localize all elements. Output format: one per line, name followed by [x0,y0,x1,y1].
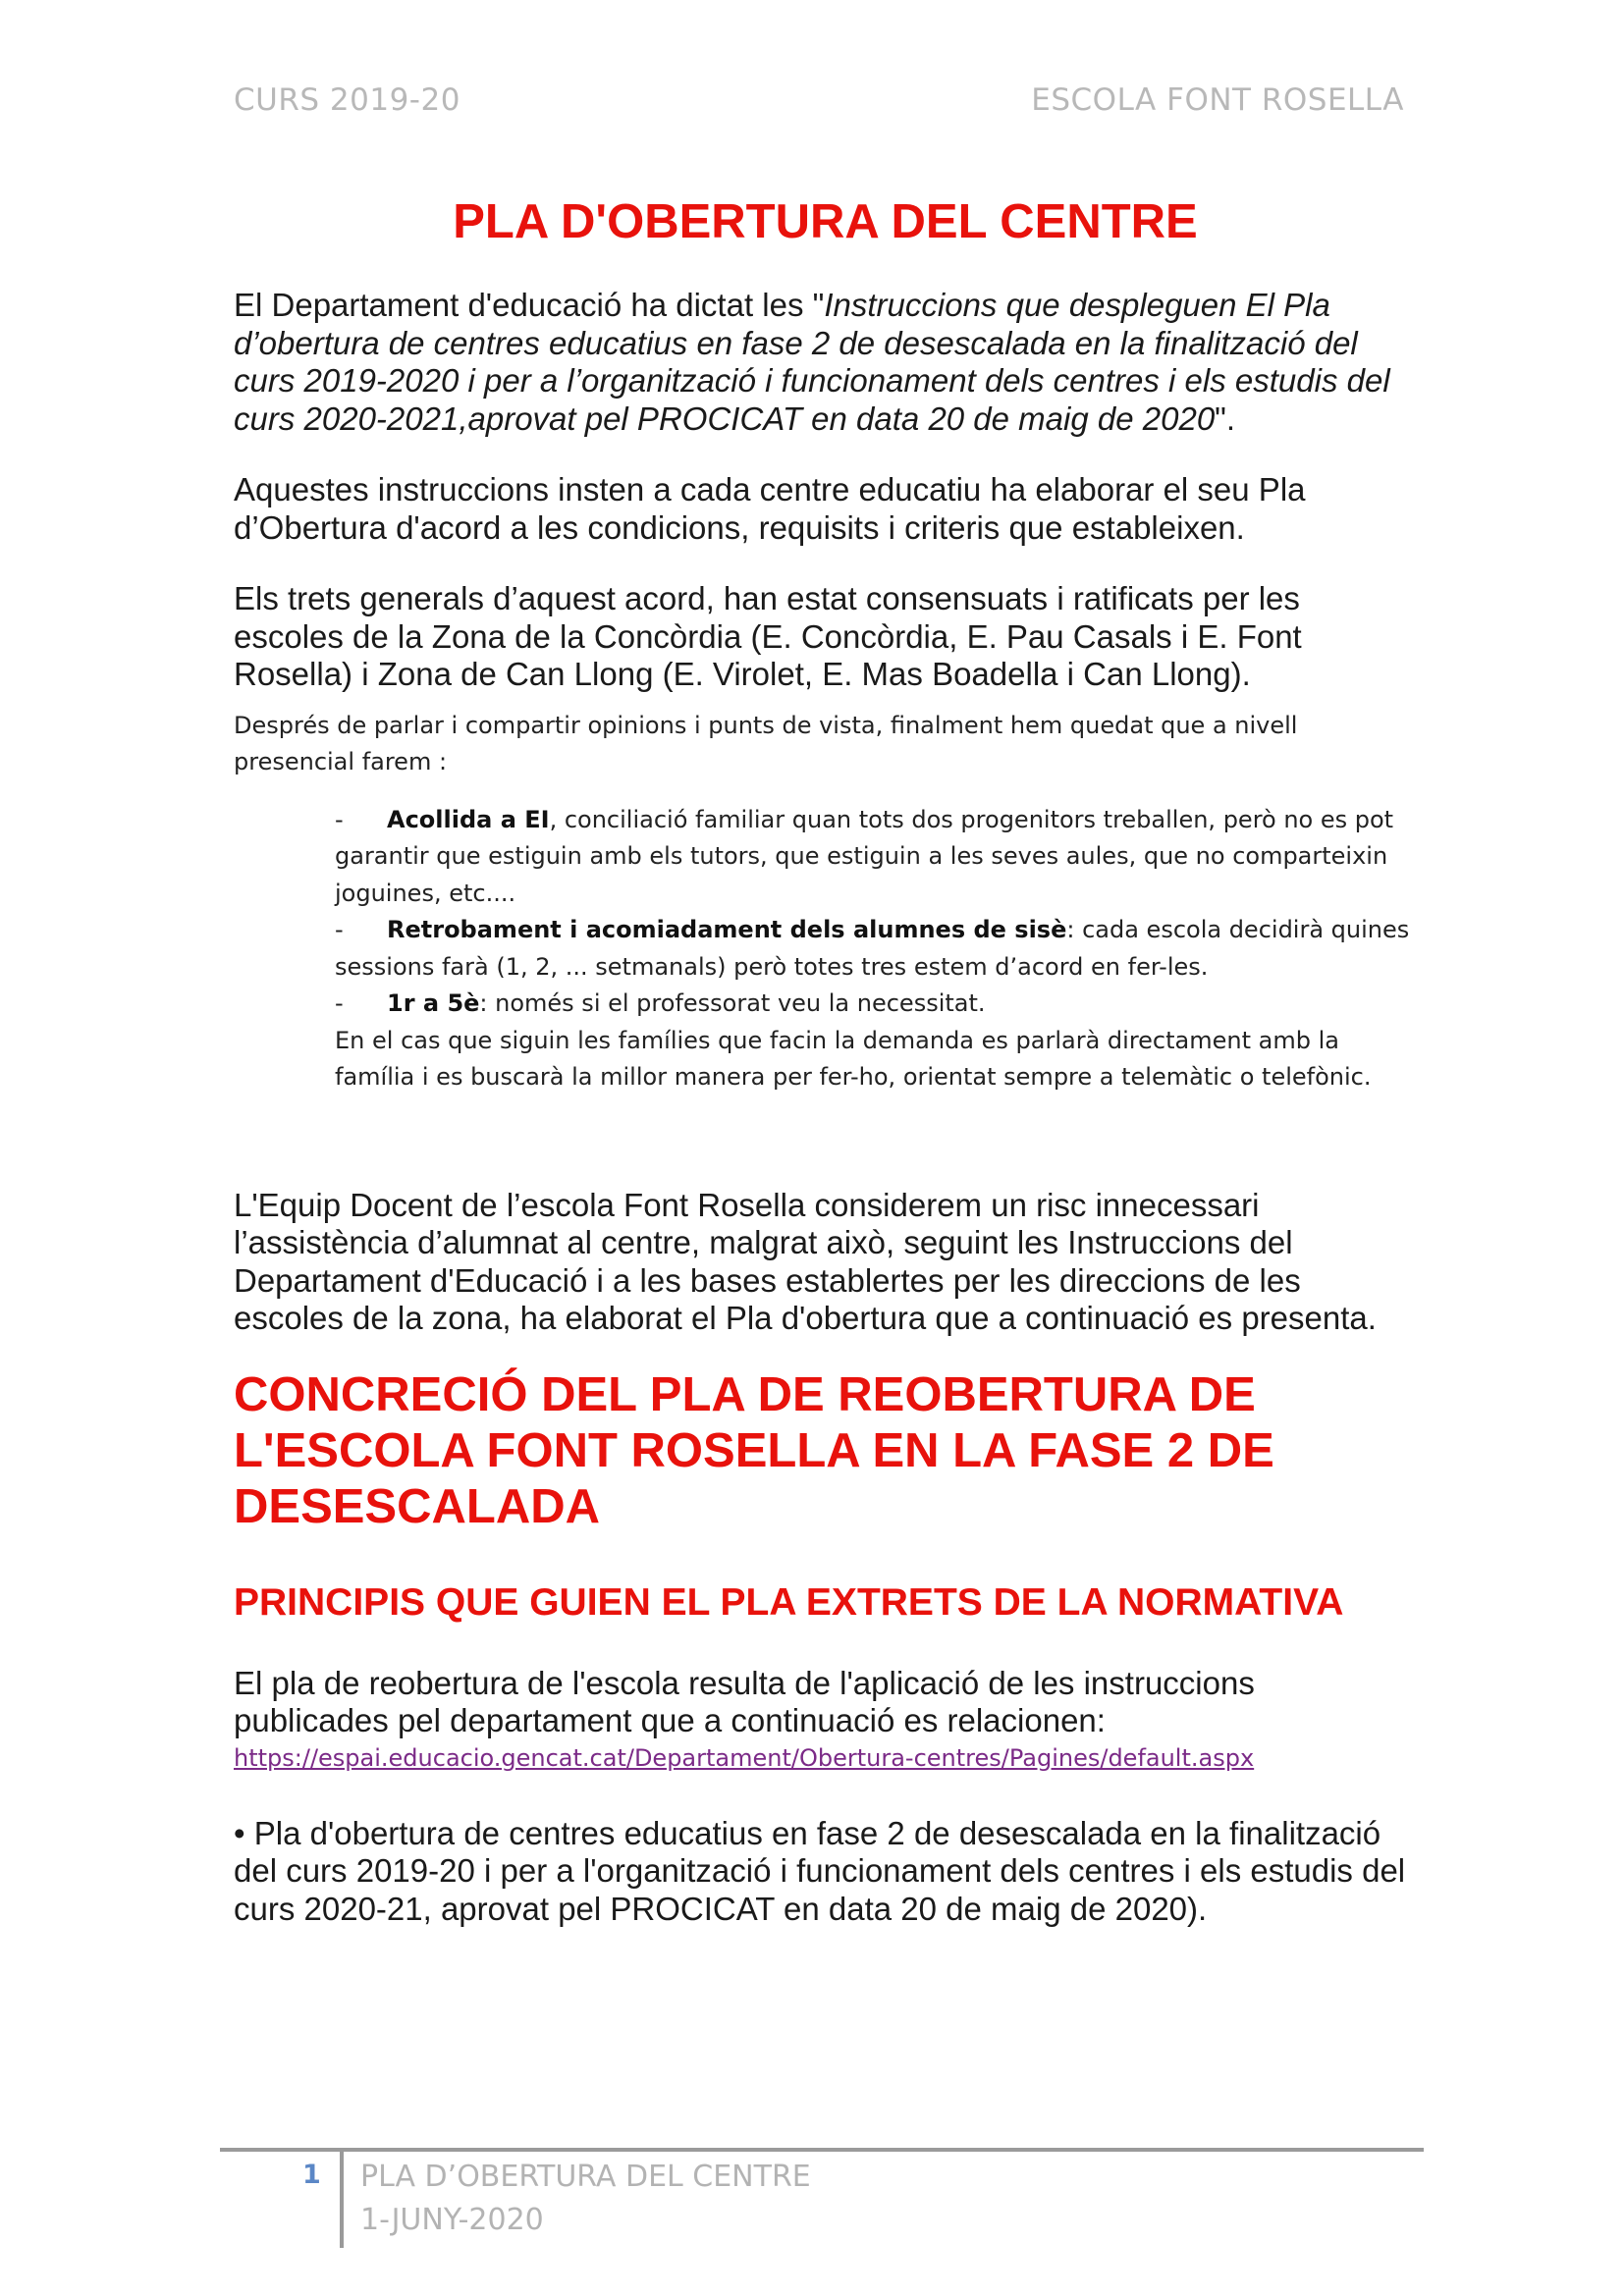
list-item [335,802,1417,913]
intro-lead: El Departament d'educació ha dictat les " [234,287,825,324]
list-dash: - [335,805,344,833]
section-heading: CONCRECIÓ DEL PLA DE REOBERTURA DE L'ESCOLA FONT ROSELLA EN LA FASE 2 DE DESESCALADA [234,1367,1274,1533]
list-item-text: , conciliació familiar quan tots dos progenitors treballen, però no es pot garantir que estiguin amb els tutors, que estiguin a les seves aules, que no comparteixin joguines, etc.... [335,805,1394,907]
bullet-item: • Pla d'obertura de centres educatius en fase 2 de desescalada en la finalització del curs 2019-20 i per a l'organització i funcionament dels centres i els estudis del curs 2020-21, aprovat pel PROCICAT en data 20 de maig de 2020). [234,1814,1406,1927]
list-item [335,986,1417,1023]
list-item-title: Acollida a EI [387,805,550,833]
list-dash: - [335,916,344,944]
list-item-text: : només si el professorat veu la necessitat. [479,989,986,1018]
paragraph-agreement: Els trets generals d’aquest acord, han estat consensuats i ratificats per les escoles de la Zona de la Concòrdia (E. Concòrdia, E. Pau Casals i E. Font Rosella) i Zona de Can Llong (E. Virolet, E. Mas Boadella i Can Llong). [234,580,1302,693]
footer-date: 1-JUNY-2020 [360,2203,544,2237]
list-dash: - [335,989,344,1018]
page-title: PLA D'OBERTURA DEL CENTRE [453,195,1198,248]
list-note: En el cas que siguin les famílies que facin la demanda es parlarà directament amb la família i es buscarà la millor manera per fer-ho, orientat sempre a telemàtic o telefònic. [335,1026,1372,1092]
document-body [234,194,1417,1928]
intro-paragraph [234,287,1417,438]
list-item-text: : cada escola decidirà quines sessions farà (1, 2, ... setmanals) però totes tres estem d’acord en fer-les. [335,916,1410,981]
footer-divider [220,2148,1424,2152]
footer-title: PLA D’OBERTURA DEL CENTRE [360,2160,811,2194]
header-school: ESCOLA FONT ROSELLA [1031,82,1404,118]
paragraph-equip-docent: L'Equip Docent de l’escola Font Rosella considerem un risc innecessari l’assistència d’alumnat al centre, malgrat això, seguint les Instruccions del Departament d'Educació i a les bases establertes per les direccions de les escoles de la zona, ha elaborat el Pla d'obertura que a continuació es presenta. [234,1186,1377,1337]
paragraph-instructions: Aquestes instruccions insten a cada centre educatiu ha elaborar el seu Pla d’Obertura d'acord a les condicions, requisits i criteris que estableixen. [234,471,1306,546]
list-item-title: Retrobament i acomiadament dels alumnes de sisè [387,916,1067,944]
list-item-title: 1r a 5è [387,989,480,1018]
list-item [335,912,1417,986]
instructions-link[interactable]: https://espai.educacio.gencat.cat/Departament/Obertura-centres/Pagines/default.aspx [234,1743,1255,1772]
paragraph-presencial: Després de parlar i compartir opinions i punts de vista, finalment hem quedat que a nivell presencial farem : [234,711,1298,775]
footer-vertical-divider [340,2152,344,2248]
page-number: 1 [302,2160,321,2190]
header-course: CURS 2019-20 [234,82,460,118]
measures-list [335,802,1417,1096]
footer-text [360,2156,811,2242]
intro-tail: ". [1215,400,1236,437]
paragraph-pla-reobertura: El pla de reobertura de l'escola resulta de l'aplicació de les instruccions publicades pel departament que a continuació es relacionen: [234,1664,1255,1739]
subsection-heading: PRINCIPIS QUE GUIEN EL PLA EXTRETS DE LA NORMATIVA [234,1580,1344,1624]
intro-italic: Instruccions que despleguen El Pla d’obertura de centres educatius en fase 2 de desescalada en la finalització del curs 2019-2020 i per a l’organització i funcionament dels centres i els estudis del curs 2020-2021,aprovat pel PROCICAT en data 20 de maig de 2020 [234,287,1390,437]
